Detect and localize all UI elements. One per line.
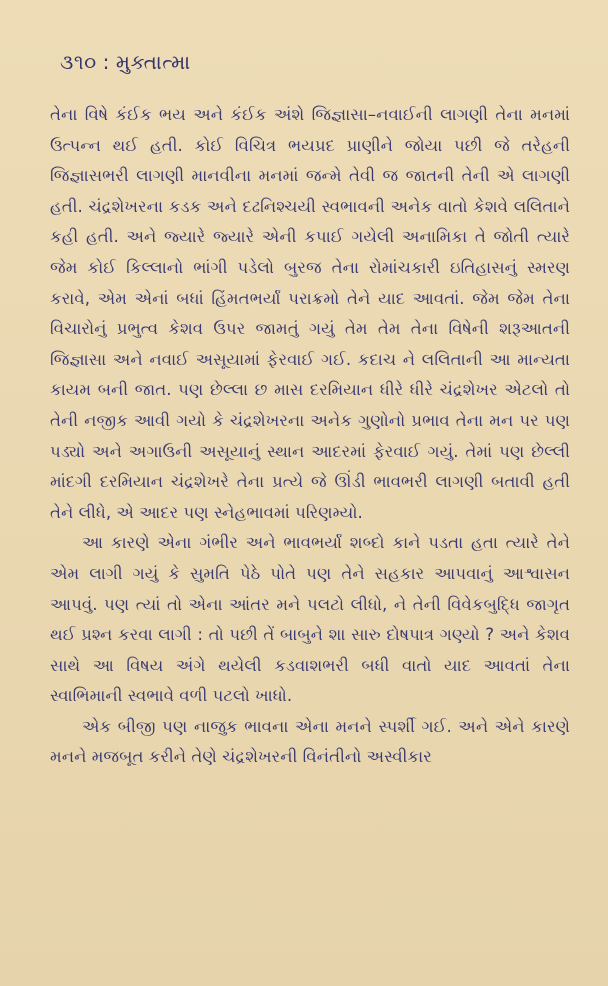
body-text [50,100,570,773]
paragraph: આ કારણે એના ગંભીર અને ભાવભર્યાં શબ્દો કાને પડતા હતા ત્યારે તેને એમ લાગી ગયું કે સુમતિ પેઠે પોતે પણ તેને સહકાર આપવાનું આશ્વાસન આપવું. પણ ત્યાં તો એના આંતર મને પલટો લીધો, ને તેની વિવેકબુદ્ધિ જાગૃત થઈ પ્રશ્ન કરવા લાગી : તો પછી તેં બાબુને શા સારુ દોષપાત્ર ગણ્યો ? અને કેશવ સાથે આ વિષય અંગે થયેલી કડવાશભરી બધી વાતો યાદ આવતાં તેના સ્વાભિમાની સ્વભાવે વળી પટલો ખાધો. [50,533,570,706]
paragraph: એક બીજી પણ નાજુક ભાવના એના મનને સ્પર્શી ગઈ. અને એને કારણે મનને મજબૂત કરીને તેણે ચંદ્રશેખરની વિનંતીનો અસ્વીકાર [50,716,570,767]
page-number: ૩૧૦ [60,50,97,74]
book-title: મુક્તાત્મા [115,50,191,74]
running-head-separator: : [102,50,110,74]
running-head [60,50,570,74]
paragraph: તેના વિષે કંઈક ભય અને કંઈક અંશે જિજ્ઞાસા–નવાઈની લાગણી તેના મનમાં ઉત્પન્ન થઈ હતી. કોઈ વિચિત્ર ભયપ્રદ પ્રાણીને જોયા પછી જે તરેહની જિજ્ઞાસભરી લાગણી માનવીના મનમાં જન્મે તેવી જ જાતની તેની એ લાગણી હતી. ચંદ્રશેખરના કડક અને દઢનિશ્ચયી સ્વભાવની અનેક વાતો કેશવે લલિતાને કહી હતી. અને જ્યારે જ્યારે એની કપાઈ ગયેલી અનામિકા તે જોતી ત્યારે જેમ કોઈ કિલ્લાનો ભાંગી પડેલો બુરજ તેના રોમાંચકારી ઇતિહાસનું સ્મરણ કરાવે, એમ એનાં બધાં હિંમતભર્યાં પરાક્રમો તેને યાદ આવતાં. જેમ જેમ તેના વિચારોનું પ્રભુત્વ કેશવ ઉપર જામતું ગયું તેમ તેમ તેના વિષેની શરૂઆતની જિજ્ઞાસા અને નવાઈ અસૂયામાં ફેરવાઈ ગઈ. કદાચ ને લલિતાની આ માન્યતા કાયમ બની જાત. પણ છેલ્લા છ માસ દરમિયાન ધીરે ધીરે ચંદ્રશેખર એટલો તો તેની નજીક આવી ગયો કે ચંદ્રશેખરના અનેક ગુણોનો પ્રભાવ તેના મન પર પણ પડ્યો અને અગાઉની અસૂયાનું સ્થાન આદરમાં ફેરવાઈ ગયું. તેમાં પણ છેલ્લી માંદગી દરમિયાન ચંદ્રશેખરે તેના પ્રત્યે જે ઊંડી ભાવભરી લાગણી બતાવી હતી તેને લીધે, એ આદર પણ સ્નેહભાવમાં પરિણમ્યો. [50,105,570,522]
